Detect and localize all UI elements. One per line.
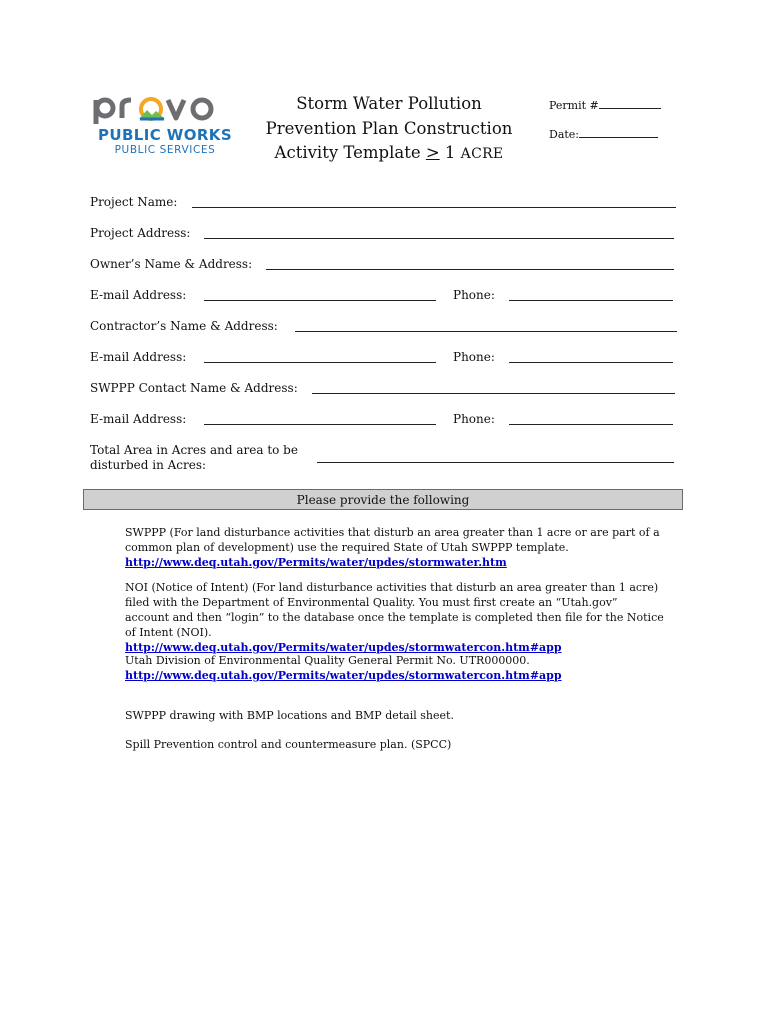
swppp-contact-details-row <box>90 412 680 428</box>
contractor-label: Contractor’s Name & Address: <box>90 319 278 333</box>
contractor-email-line[interactable] <box>204 362 436 363</box>
title-line-3-text: Activity Template <box>274 143 426 162</box>
contractor-contact-row <box>90 350 680 366</box>
title-line-2: Prevention Plan Construction <box>265 118 513 138</box>
noi-link[interactable]: http://www.deq.utah.gov/Permits/water/updes/stormwatercon.htm#app <box>125 641 562 654</box>
swppp-template-link[interactable]: http://www.deq.utah.gov/Permits/water/updes/stormwater.htm <box>125 556 507 569</box>
owner-line[interactable] <box>266 269 674 270</box>
contractor-phone-label: Phone: <box>453 350 495 364</box>
document-title <box>256 92 522 167</box>
project-address-label: Project Address: <box>90 226 191 240</box>
owner-contact-row <box>90 288 680 304</box>
swppp-email-line[interactable] <box>204 424 436 425</box>
total-area-line[interactable] <box>317 462 674 463</box>
title-acre-unit: ACRE <box>460 146 504 162</box>
total-area-label-line-2: disturbed in Acres: <box>90 458 207 472</box>
date-field[interactable] <box>549 127 658 141</box>
total-area-row <box>90 443 680 475</box>
swppp-contact-line[interactable] <box>312 393 675 394</box>
owner-phone-label: Phone: <box>453 288 495 302</box>
noi-item <box>125 580 665 655</box>
general-permit-link[interactable]: http://www.deq.utah.gov/Permits/water/updes/stormwatercon.htm#app <box>125 669 562 682</box>
contractor-email-label: E-mail Address: <box>90 350 187 364</box>
project-address-row <box>90 226 680 242</box>
contractor-line[interactable] <box>295 331 677 332</box>
section-header: Please provide the following <box>83 489 683 510</box>
general-permit-text: Utah Division of Environmental Quality General Permit No. UTR000000. <box>125 654 530 667</box>
owner-phone-line[interactable] <box>509 300 673 301</box>
owner-email-line[interactable] <box>204 300 436 301</box>
swppp-email-label: E-mail Address: <box>90 412 187 426</box>
spcc-item: Spill Prevention control and countermeasure plan. (SPCC) <box>125 738 452 751</box>
logo-line-public-works: PUBLIC WORKS <box>97 126 233 144</box>
swppp-contact-row <box>90 381 680 397</box>
owner-email-label: E-mail Address: <box>90 288 187 302</box>
swppp-phone-label: Phone: <box>453 412 495 426</box>
contractor-row <box>90 319 680 335</box>
swppp-drawing-item: SWPPP drawing with BMP locations and BMP detail sheet. <box>125 709 454 722</box>
permit-number-label: Permit # <box>549 99 599 112</box>
owner-row <box>90 257 680 273</box>
title-line-1: Storm Water Pollution <box>296 94 482 113</box>
title-line-3 <box>256 141 522 167</box>
swppp-contact-label: SWPPP Contact Name & Address: <box>90 381 298 395</box>
greater-or-equal-symbol: > <box>425 143 440 162</box>
project-name-label: Project Name: <box>90 195 178 209</box>
provo-wordmark-icon <box>90 92 240 126</box>
general-permit-item <box>125 653 665 683</box>
swppp-phone-line[interactable] <box>509 424 673 425</box>
noi-item-text: NOI (Notice of Intent) (For land disturbance activities that disturb an area greater than 1 acre) filed with the Department of Environmental Quality. You must first create an “Utah.gov” account and then “login” to the database once the template is completed then file for the Notice of Intent (NOI). <box>125 581 664 639</box>
total-area-label <box>90 443 298 473</box>
date-label: Date: <box>549 128 580 141</box>
project-address-line[interactable] <box>204 238 674 239</box>
provo-public-works-logo <box>90 92 242 162</box>
swppp-item <box>125 525 665 570</box>
contractor-phone-line[interactable] <box>509 362 673 363</box>
owner-label: Owner’s Name & Address: <box>90 257 253 271</box>
permit-number-line[interactable] <box>599 98 661 109</box>
permit-number-field[interactable] <box>549 98 661 112</box>
logo-line-public-services: PUBLIC SERVICES <box>114 144 216 156</box>
total-area-label-line-1: Total Area in Acres and area to be <box>90 443 298 457</box>
swppp-item-text: SWPPP (For land disturbance activities that disturb an area greater than 1 acre or are part of a common plan of development) use the required State of Utah SWPPP template. <box>125 526 660 554</box>
project-name-line[interactable] <box>192 207 676 208</box>
project-name-row <box>90 195 680 211</box>
date-line[interactable] <box>579 127 658 138</box>
title-acre-count: 1 <box>439 143 461 162</box>
